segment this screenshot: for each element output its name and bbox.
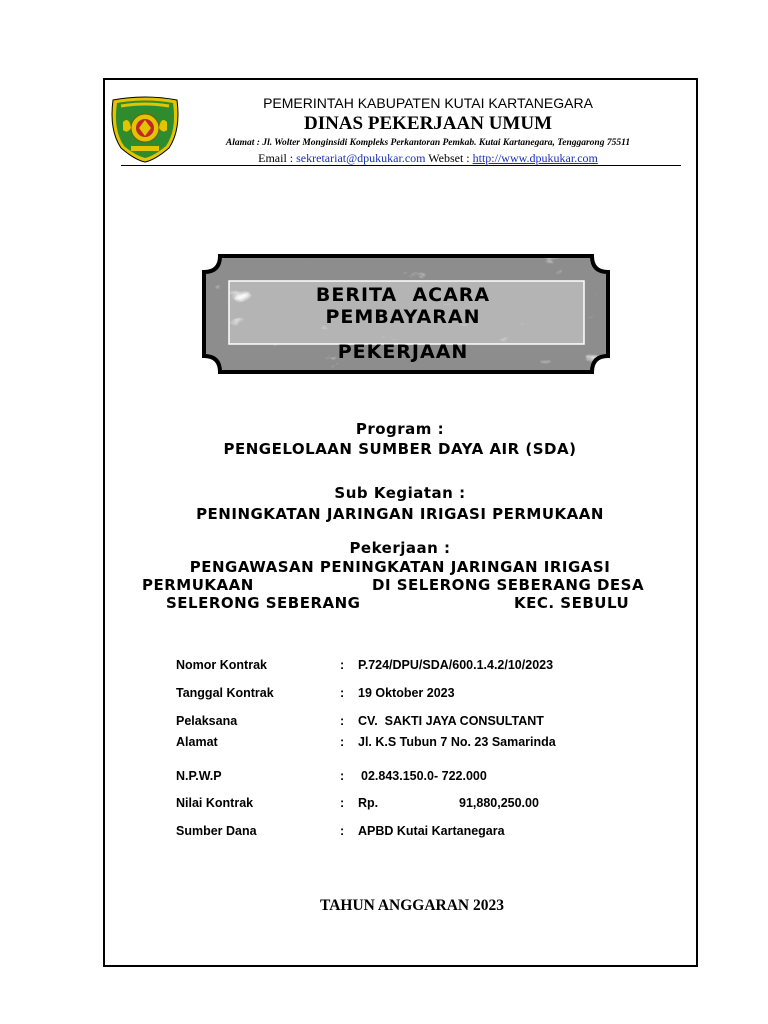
colon: :: [340, 686, 345, 700]
pekerjaan-line-2: [120, 576, 680, 594]
npwp-value: 02.843.150.0- 722.000: [361, 769, 487, 783]
alamat-value: Jl. K.S Tubun 7 No. 23 Samarinda: [358, 735, 556, 749]
pelaksana-label: Pelaksana: [176, 714, 238, 728]
pekerjaan-label: Pekerjaan :: [349, 539, 451, 557]
program-value: PENGELOLAAN SUMBER DAYA AIR (SDA): [223, 440, 577, 458]
nilai-kontrak-row: [176, 795, 646, 811]
department-name: DINAS PEKERJAAN UMUM: [303, 113, 553, 134]
program-section: [120, 420, 680, 458]
sumber-dana-value: APBD Kutai Kartanegara: [358, 824, 505, 838]
nomor-kontrak-value: P.724/DPU/SDA/600.1.4.2/10/2023: [358, 658, 554, 672]
title-line-1: BERITA ACARA: [315, 284, 491, 306]
letterhead-divider: [121, 165, 681, 166]
fiscal-year: TAHUN ANGGARAN 2023: [320, 897, 504, 914]
contact-line: [186, 151, 670, 165]
program-label: Program :: [355, 420, 445, 438]
nomor-kontrak-label: Nomor Kontrak: [176, 658, 267, 672]
alamat-label: Alamat: [176, 735, 218, 749]
nilai-kontrak-currency: Rp.: [358, 796, 379, 810]
sub-kegiatan-section: [120, 484, 680, 523]
government-name: PEMERINTAH KABUPATEN KUTAI KARTANEGARA: [263, 95, 593, 111]
colon: :: [340, 714, 345, 728]
pekerjaan-line-1: PENGAWASAN PENINGKATAN JARINGAN IRIGASI: [189, 558, 611, 576]
pekerjaan-line-2b: DI SELERONG SEBERANG DESA: [372, 576, 645, 594]
office-address: Alamat : Jl. Wolter Monginsidi Kompleks Perkantoran Pemkab. Kutai Kartanegara, Tenggarong 75511: [225, 138, 631, 148]
pelaksana-value: CV. SAKTI JAYA CONSULTANT: [358, 714, 544, 728]
sumber-dana-row: [176, 823, 646, 839]
nilai-kontrak-value: 91,880,250.00: [459, 796, 539, 810]
pekerjaan-line-2a: PERMUKAAN: [142, 576, 254, 594]
pelaksana-row: [176, 713, 646, 729]
email-link[interactable]: sekretariat@dpukukar.com: [296, 151, 426, 165]
npwp-label: N.P.W.P: [176, 769, 222, 783]
alamat-row: [176, 734, 646, 750]
email-label: Email :: [258, 151, 294, 165]
kutai-kartanegara-emblem: [107, 94, 183, 164]
document-title: [238, 284, 568, 363]
emblem-graphic: [107, 94, 183, 164]
colon: :: [340, 658, 345, 672]
title-line-2: PEMBAYARAN: [325, 306, 481, 328]
tanggal-kontrak-row: [176, 685, 646, 701]
tanggal-kontrak-value: 19 Oktober 2023: [358, 686, 455, 700]
sub-kegiatan-value: PENINGKATAN JARINGAN IRIGASI PERMUKAAN: [196, 505, 604, 523]
pekerjaan-line-3b: KEC. SEBULU: [514, 594, 630, 612]
colon: :: [340, 735, 345, 749]
nilai-kontrak-label: Nilai Kontrak: [176, 796, 254, 810]
website-link[interactable]: http://www.dpukukar.com: [472, 151, 598, 165]
sumber-dana-label: Sumber Dana: [176, 824, 257, 838]
pekerjaan-section: [120, 539, 680, 612]
website-label: Webset :: [428, 151, 470, 165]
tanggal-kontrak-label: Tanggal Kontrak: [176, 686, 274, 700]
colon: :: [340, 824, 345, 838]
pekerjaan-line-3: [120, 594, 680, 612]
pekerjaan-line-3a: SELERONG SEBERANG: [166, 594, 361, 612]
npwp-row: [176, 768, 646, 784]
letterhead: [186, 94, 670, 165]
colon: :: [340, 769, 345, 783]
sub-kegiatan-label: Sub Kegiatan :: [334, 484, 466, 502]
nomor-kontrak-row: [176, 657, 646, 673]
colon: :: [340, 796, 345, 810]
title-line-3: PEKERJAAN: [337, 341, 469, 363]
